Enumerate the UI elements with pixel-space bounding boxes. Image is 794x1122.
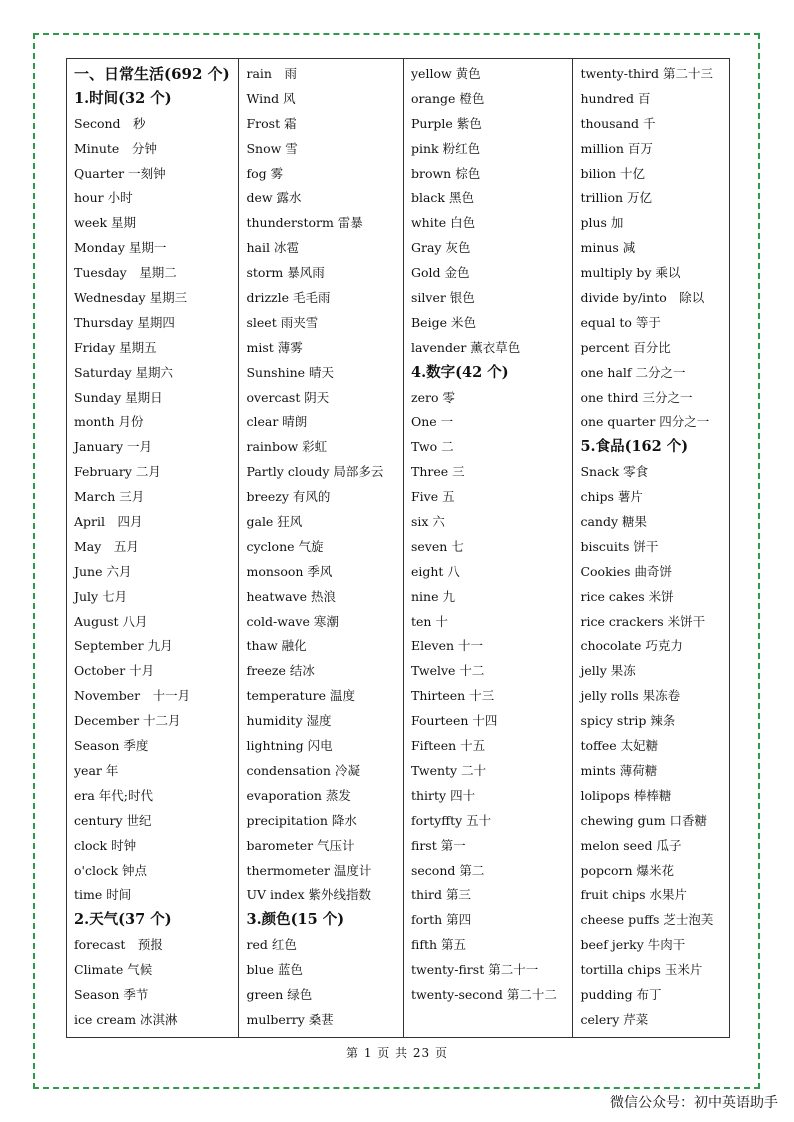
vocab-entry: lavender 薰衣草色 bbox=[410, 339, 521, 355]
vocab-entry: second 第二 bbox=[410, 862, 485, 878]
vocab-entry: overcast 阴天 bbox=[246, 389, 330, 405]
vocab-entry: zero 零 bbox=[410, 389, 455, 405]
vocab-entry: forecast 预报 bbox=[74, 937, 163, 953]
column-3 bbox=[404, 59, 573, 1037]
vocab-entry: chocolate 巧克力 bbox=[580, 638, 683, 654]
vocab-entry: April 四月 bbox=[74, 514, 143, 530]
section-heading: 3.颜色(15 个) bbox=[246, 911, 345, 929]
vocab-entry: rice crackers 米饼干 bbox=[580, 613, 706, 629]
vocab-entry: thaw 融化 bbox=[246, 638, 307, 654]
vocab-entry: orange 橙色 bbox=[410, 90, 485, 106]
vocab-entry: March 三月 bbox=[74, 489, 145, 505]
vocab-entry: rain 雨 bbox=[246, 66, 297, 81]
vocab-entry: heatwave 热浪 bbox=[246, 588, 336, 604]
vocab-entry: popcorn 爆米花 bbox=[580, 862, 675, 878]
vocab-entry: thirty 四十 bbox=[410, 787, 476, 803]
vocab-entry: forth 第四 bbox=[410, 912, 472, 928]
vocab-entry: hour 小时 bbox=[74, 190, 133, 206]
column-2 bbox=[239, 59, 404, 1037]
vocab-entry: twenty-second 第二十二 bbox=[410, 986, 557, 1002]
vocab-entry: freeze 结冰 bbox=[246, 663, 315, 679]
vocab-entry: Eleven 十一 bbox=[410, 638, 483, 654]
vocab-entry: Friday 星期五 bbox=[74, 339, 157, 355]
vocab-entry: cyclone 气旋 bbox=[246, 538, 324, 554]
vocab-entry: July 七月 bbox=[74, 588, 128, 604]
vocab-entry: plus 加 bbox=[580, 215, 624, 231]
vocab-entry: divide by/into 除以 bbox=[580, 290, 705, 306]
vocab-entry: temperature 温度 bbox=[246, 688, 356, 704]
section-heading: 2.天气(37 个) bbox=[74, 911, 172, 929]
vocabulary-table bbox=[66, 58, 730, 1038]
vocab-entry: chewing gum 口香糖 bbox=[580, 812, 708, 828]
vocab-entry: percent 百分比 bbox=[580, 339, 671, 355]
vocab-entry: black 黑色 bbox=[410, 190, 474, 206]
vocab-entry: Minute 分钟 bbox=[74, 140, 157, 156]
vocab-entry: storm 暴风雨 bbox=[246, 265, 325, 281]
vocab-entry: chips 薯片 bbox=[580, 489, 643, 505]
vocab-entry: silver 银色 bbox=[410, 290, 475, 306]
vocab-entry: Climate 气候 bbox=[74, 962, 153, 978]
vocab-entry: October 十月 bbox=[74, 663, 155, 679]
vocab-entry: sleet 雨夹雪 bbox=[246, 314, 319, 330]
vocab-entry: fortyffty 五十 bbox=[410, 812, 492, 828]
vocab-entry: November 十一月 bbox=[74, 688, 191, 704]
vocab-entry: Frost 霜 bbox=[246, 115, 297, 131]
vocab-entry: toffee 太妃糖 bbox=[580, 738, 659, 754]
vocab-entry: clock 时钟 bbox=[74, 837, 137, 853]
vocab-entry: Snow 雪 bbox=[246, 140, 298, 156]
vocab-entry: minus 减 bbox=[580, 240, 636, 256]
vocab-entry: drizzle 毛毛雨 bbox=[246, 290, 331, 306]
vocab-entry: pudding 布丁 bbox=[580, 986, 662, 1002]
vocab-entry: Saturday 星期六 bbox=[74, 364, 174, 380]
vocab-entry: precipitation 降水 bbox=[246, 812, 357, 828]
vocab-entry: Gray 灰色 bbox=[410, 240, 471, 256]
vocab-entry: week 星期 bbox=[74, 215, 137, 231]
vocab-entry: twenty-third 第二十三 bbox=[580, 66, 713, 81]
vocab-entry: century 世纪 bbox=[74, 812, 152, 828]
vocab-entry: rice cakes 米饼 bbox=[580, 588, 674, 604]
vocab-entry: June 六月 bbox=[74, 563, 132, 579]
vocab-entry: white 白色 bbox=[410, 215, 476, 231]
vocab-entry: Season 季度 bbox=[74, 738, 149, 754]
vocab-entry: tortilla chips 玉米片 bbox=[580, 962, 703, 978]
vocab-entry: beef jerky 牛肉干 bbox=[580, 937, 686, 953]
vocab-entry: year 年 bbox=[74, 762, 119, 778]
vocab-entry: pink 粉红色 bbox=[410, 140, 481, 156]
vocab-entry: Five 五 bbox=[410, 489, 455, 505]
vocab-entry: Fifteen 十五 bbox=[410, 738, 486, 754]
vocab-entry: six 六 bbox=[410, 514, 445, 530]
vocab-entry: brown 棕色 bbox=[410, 165, 481, 181]
vocab-entry: Partly cloudy 局部多云 bbox=[246, 464, 384, 480]
vocab-entry: equal to 等于 bbox=[580, 314, 661, 330]
vocab-entry: Purple 紫色 bbox=[410, 115, 482, 131]
vocab-entry: barometer 气压计 bbox=[246, 837, 355, 853]
vocab-entry: mist 薄雾 bbox=[246, 339, 303, 355]
vocab-entry: UV index 紫外线指数 bbox=[246, 887, 371, 903]
vocab-entry: candy 糖果 bbox=[580, 514, 648, 530]
vocab-entry: million 百万 bbox=[580, 140, 653, 156]
vocab-entry: Snack 零食 bbox=[580, 464, 649, 480]
vocab-entry: nine 九 bbox=[410, 588, 455, 604]
vocab-entry: thunderstorm 雷暴 bbox=[246, 215, 363, 231]
vocab-entry: monsoon 季风 bbox=[246, 563, 333, 579]
vocab-entry: breezy 有风的 bbox=[246, 489, 331, 505]
vocab-entry: Beige 米色 bbox=[410, 314, 476, 330]
vocab-entry: blue 蓝色 bbox=[246, 962, 303, 978]
vocab-entry: third 第三 bbox=[410, 887, 472, 903]
vocab-entry: thermometer 温度计 bbox=[246, 862, 372, 878]
vocab-entry: Wednesday 星期三 bbox=[74, 290, 188, 306]
vocab-entry: thousand 千 bbox=[580, 115, 656, 131]
section-heading: 4.数字(42 个) bbox=[410, 363, 509, 381]
vocab-entry: lightning 闪电 bbox=[246, 738, 333, 754]
vocab-entry: melon seed 瓜子 bbox=[580, 837, 682, 853]
vocab-entry: Season 季节 bbox=[74, 986, 149, 1002]
vocab-entry: February 二月 bbox=[74, 464, 161, 480]
vocab-entry: Sunshine 晴天 bbox=[246, 364, 335, 380]
vocab-entry: era 年代;时代 bbox=[74, 787, 154, 803]
vocab-entry: evaporation 蒸发 bbox=[246, 787, 351, 803]
vocab-entry: cold-wave 寒潮 bbox=[246, 613, 339, 629]
vocab-entry: condensation 冷凝 bbox=[246, 762, 360, 778]
vocab-entry: Sunday 星期日 bbox=[74, 389, 163, 405]
vocab-entry: January 一月 bbox=[74, 439, 153, 455]
vocab-entry: August 八月 bbox=[74, 613, 148, 629]
vocab-entry: Quarter 一刻钟 bbox=[74, 165, 166, 181]
vocab-entry: Cookies 曲奇饼 bbox=[580, 563, 672, 579]
vocab-entry: May 五月 bbox=[74, 538, 139, 554]
vocab-entry: Tuesday 星期二 bbox=[74, 265, 177, 281]
vocab-entry: Monday 星期一 bbox=[74, 240, 167, 256]
vocab-entry: red 红色 bbox=[246, 937, 297, 953]
vocab-entry: hail 冰雹 bbox=[246, 240, 299, 256]
vocab-entry: cheese puffs 芝士泡芙 bbox=[580, 912, 714, 928]
vocab-entry: mulberry 桑葚 bbox=[246, 1011, 334, 1027]
vocab-entry: Thursday 星期四 bbox=[74, 314, 175, 330]
vocab-entry: eight 八 bbox=[410, 563, 460, 579]
vocab-entry: trillion 万亿 bbox=[580, 190, 653, 206]
vocab-entry: December 十二月 bbox=[74, 713, 181, 729]
vocab-entry: Twenty 二十 bbox=[410, 762, 487, 778]
vocab-entry: Gold 金色 bbox=[410, 265, 470, 281]
page-number: 第 1 页 共 23 页 bbox=[346, 1046, 448, 1060]
vocab-entry: spicy strip 辣条 bbox=[580, 713, 676, 729]
vocab-entry: fog 雾 bbox=[246, 165, 284, 181]
section-heading: 1.时间(32 个) bbox=[74, 89, 172, 107]
vocab-entry: ten 十 bbox=[410, 613, 448, 629]
vocab-entry: Three 三 bbox=[410, 464, 465, 480]
vocab-entry: humidity 湿度 bbox=[246, 713, 332, 729]
vocab-entry: one half 二分之一 bbox=[580, 364, 686, 380]
vocab-entry: One 一 bbox=[410, 414, 454, 430]
vocab-entry: Two 二 bbox=[410, 439, 454, 455]
vocab-entry: Twelve 十二 bbox=[410, 663, 485, 679]
vocab-entry: green 绿色 bbox=[246, 986, 313, 1002]
vocab-entry: fruit chips 水果片 bbox=[580, 887, 688, 903]
vocab-entry: first 第一 bbox=[410, 837, 466, 853]
vocab-entry: celery 芹菜 bbox=[580, 1011, 649, 1027]
vocab-entry: twenty-first 第二十一 bbox=[410, 962, 539, 978]
vocab-entry: lolipops 棒棒糖 bbox=[580, 787, 672, 803]
section-heading: 一、日常生活(692 个) bbox=[74, 65, 230, 83]
vocab-entry: gale 狂风 bbox=[246, 514, 303, 530]
vocab-entry: dew 露水 bbox=[246, 190, 302, 206]
vocab-entry: yellow 黄色 bbox=[410, 66, 481, 81]
vocab-entry: Thirteen 十三 bbox=[410, 688, 495, 704]
vocab-entry: biscuits 饼干 bbox=[580, 538, 659, 554]
vocab-entry: fifth 第五 bbox=[410, 937, 466, 953]
vocab-entry: Fourteen 十四 bbox=[410, 713, 498, 729]
vocab-entry: time 时间 bbox=[74, 887, 132, 903]
vocab-entry: clear 晴朗 bbox=[246, 414, 308, 430]
vocab-entry: bilion 十亿 bbox=[580, 165, 646, 181]
vocab-entry: ice cream 冰淇淋 bbox=[74, 1011, 178, 1027]
vocab-entry: jelly 果冻 bbox=[580, 663, 636, 679]
vocab-entry: mints 薄荷糖 bbox=[580, 762, 658, 778]
vocab-entry: Second 秒 bbox=[74, 115, 146, 131]
vocab-entry: one quarter 四分之一 bbox=[580, 414, 710, 430]
column-4 bbox=[573, 59, 729, 1037]
column-1 bbox=[67, 59, 239, 1037]
vocab-entry: month 月份 bbox=[74, 414, 144, 430]
vocab-entry: multiply by 乘以 bbox=[580, 265, 681, 281]
vocab-entry: o'clock 钟点 bbox=[74, 862, 148, 878]
vocab-entry: one third 三分之一 bbox=[580, 389, 693, 405]
wechat-account: 微信公众号：初中英语助手 bbox=[610, 1095, 778, 1111]
section-heading: 5.食品(162 个) bbox=[580, 438, 689, 456]
vocab-entry: hundred 百 bbox=[580, 90, 651, 106]
vocab-entry: jelly rolls 果冻卷 bbox=[580, 688, 681, 704]
vocab-entry: September 九月 bbox=[74, 638, 173, 654]
vocab-entry: Wind 风 bbox=[246, 90, 296, 106]
vocab-entry: seven 七 bbox=[410, 538, 464, 554]
vocab-entry: rainbow 彩虹 bbox=[246, 439, 328, 455]
